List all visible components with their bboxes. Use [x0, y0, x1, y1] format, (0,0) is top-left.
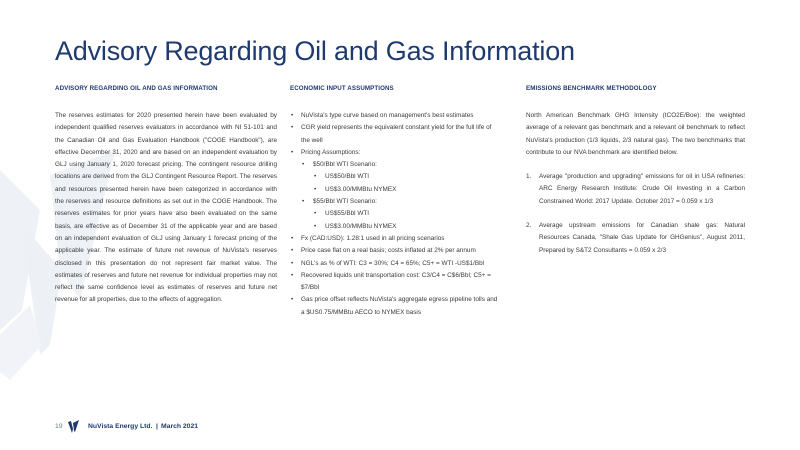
sublist [301, 159, 499, 233]
list-item [526, 220, 745, 257]
item-text: Average upstream emissions for Canadian shale gas: Natural Resources Canada, "Shale Gas Update for GHGenius", August 2011, Prepared by S&T2 Consultants = 0.059 x 2/3 [539, 222, 745, 254]
list-item: • Gas price offset reflects NuVista's aggregate egress pipeline tolls and a $US0.75/MMBtu AECO to NYMEX basis [290, 294, 499, 319]
list-item: • Fx (CAD:USD): 1.28:1 used in all pricing scenarios [290, 233, 499, 245]
page-title: Advisory Regarding Oil and Gas Information [55, 36, 575, 66]
item-text: Average "production and upgrading" emissions for oil in USA refineries: ARC Energy Research Institute: Crude Oil Investing in a Carbon Constrained World: 2017 Update. October 2017 = 0.059 x 1/3 [539, 173, 745, 205]
list-item-label: Pricing Assumptions: [301, 148, 361, 156]
footer-separator: | [156, 423, 158, 430]
emissions-methodology-column [526, 85, 745, 269]
list-item: • US$55/Bbl WTI [313, 208, 499, 220]
page-number: 19 [55, 423, 63, 430]
list-item [526, 171, 745, 208]
item-number: 2. [526, 222, 532, 230]
column-heading: ECONOMIC INPUT ASSUMPTIONS [290, 85, 394, 92]
list-item: • US$3.00/MMBtu NYMEX [313, 221, 499, 233]
list-item: • Recovered liquids unit transportation cost: C3/C4 = C$6/Bbl; C5+ = $7/Bbl [290, 270, 499, 295]
list-item: • US$50/Bbl WTI [313, 171, 499, 183]
column-heading: ADVISORY REGARDING OIL AND GAS INFORMATION [55, 85, 218, 92]
sublist [313, 208, 499, 233]
advisory-paragraph: The reserves estimates for 2020 presented herein have been evaluated by independent qualified reserves evaluators in accordance with NI 51-101 and the Canadian Oil and Gas Evaluation Handbook ("COGE Handbook"), are effective December 31, 2020 and are based on an independent evaluation by GLJ using January 1, 2020 forecast pricing. The contingent resource drilling locations are derived from the GLJ Contingent Resource Report. The reserves and resources presented herein have been categorized in accordance with the reserves and resource definitions as set out in the COGE Handbook. The reserves estimates for prior years have also been evaluated on the same basis, are effective as of December 31 of the applicable year and are based on an independent evaluation of GLJ using January 1 forecast pricing of the applicable year. The estimate of future net revenue of NuVista's reserves disclosed in this presentation do not represent fair market value. The estimates of reserves and future net revenue for individual properties may not reflect the same confidence level as estimates of reserves and future net revenue for all properties, due to the effects of aggregation. [55, 112, 277, 304]
list-item: • CGR yield represents the equivalent constant yield for the full life of the well [290, 122, 499, 147]
sublist [313, 171, 499, 196]
economic-assumptions-column [290, 85, 499, 319]
benchmark-list [526, 171, 745, 257]
list-item [301, 159, 499, 196]
oil-gas-advisory-column [55, 85, 277, 307]
list-item: • US$3.00/MMBtu NYMEX [313, 184, 499, 196]
item-number: 1. [526, 173, 532, 181]
list-item-label: $55/Bbl WTI Scenario: [313, 198, 377, 206]
nuvista-logo-icon [68, 420, 80, 434]
column-heading: EMISSIONS BENCHMARK METHODOLOGY [526, 85, 657, 92]
assumptions-list [290, 110, 499, 319]
list-item: • Price case flat on a real basis; costs inflated at 2% per annum [290, 245, 499, 257]
list-item: • NuVista's type curve based on management's best estimates [290, 110, 499, 122]
list-item: • NGL's as % of WTI: C3 = 30%; C4 = 65%; C5+ = WTI -US$1/Bbl [290, 258, 499, 270]
list-item-label: $50/Bbl WTI Scenario: [313, 161, 377, 169]
company-name: NuVista Energy Ltd. [88, 423, 153, 430]
footer-date: March 2021 [161, 423, 199, 430]
list-item [290, 147, 499, 233]
list-item [301, 196, 499, 233]
methodology-paragraph: North American Benchmark GHG Intensity (tCO2E/Boe): the weighted average of a relevant gas benchmark and a relevant oil benchmark to reflect NuVista's production (1/3 liquids, 2/3 natural gas). The two benchmarks that contribute to our NVA benchmark are identified below. [526, 112, 745, 156]
